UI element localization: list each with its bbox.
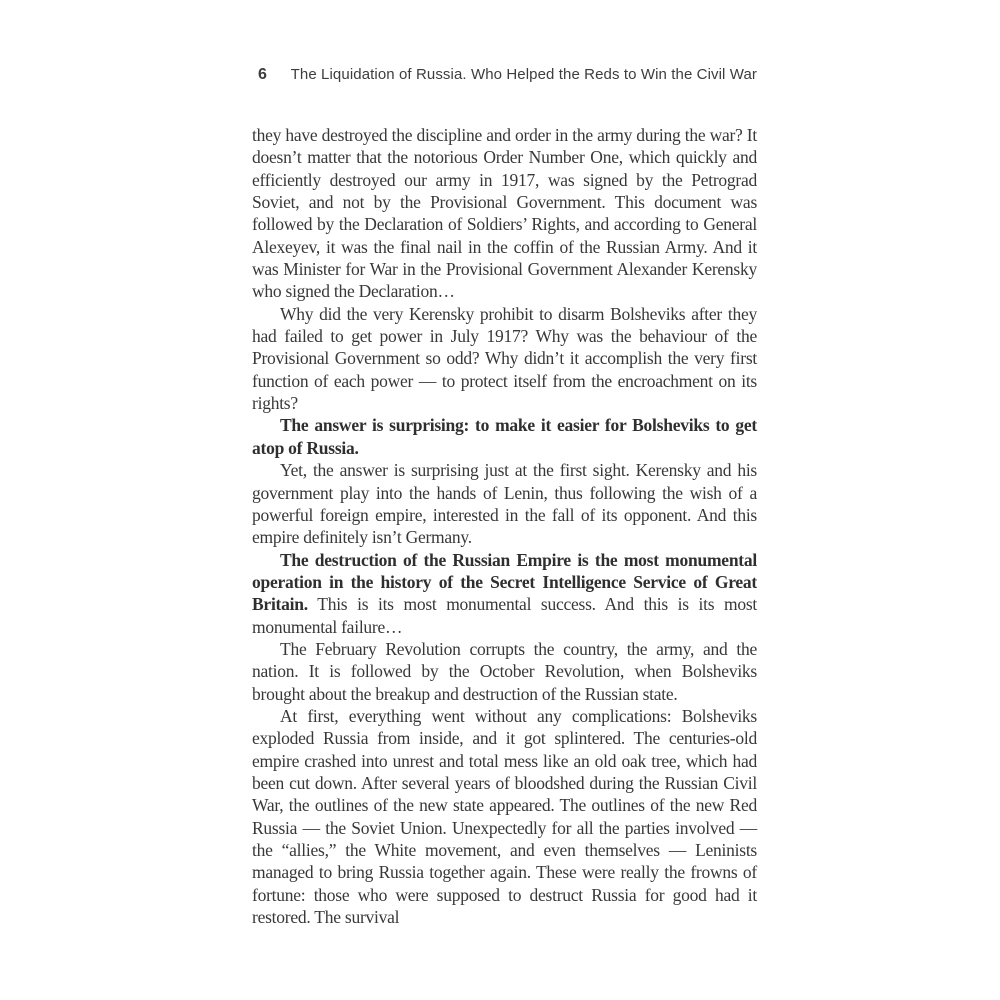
paragraph [252,459,757,548]
text-segment: Yet, the answer is surprising just at the first sight. Kerensky and his government play into the hands of Lenin, thus following the wish of a powerful foreign empire, interested in the fall of its opponent. And this empire definitely isn’t Germany. [252,460,757,548]
paragraph [252,124,757,303]
paragraph [252,303,757,415]
paragraph [252,638,757,705]
running-header [252,66,757,84]
text-segment: Why did the very Kerensky prohibit to disarm Bolsheviks after they had failed to get power in July 1917? Why was the behaviour of the Provisional Government so odd? Why didn’t it accomplish the very first function of each power — to protect itself from the encroachment on its rights? [252,303,757,414]
page-number: 6 [258,66,267,83]
text-column [252,66,757,928]
text-segment: The February Revolution corrupts the country, the army, and the nation. It is followed by the October Revolution, when Bolsheviks brought about the breakup and destruction of the Russian state. [252,638,757,704]
bold-text-segment: The destruction of the Russian Empire is the most monumental operation in the history of the Secret Intelligence Service of Great Britain. [252,549,757,615]
text-segment: This is its most monumental success. And this is its most monumental failure… [252,594,757,637]
paragraph [252,414,757,459]
bold-text-segment: The answer is surprising: to make it easier for Bolsheviks to get atop of Russia. [252,415,757,458]
paragraph [252,705,757,928]
running-title: The Liquidation of Russia. Who Helped the Reds to Win the Civil War [290,66,757,83]
paragraph [252,549,757,638]
text-segment: they have destroyed the discipline and order in the army during the war? It doesn’t matter that the notorious Order Number One, which quickly and efficiently destroyed our army in 1917, was signed by the Petrograd Soviet, and not by the Provisional Government. This document was followed by the Declaration of Soldiers’ Rights, and according to General Alexeyev, it was the final nail in the coffin of the Russian Army. And it was Minister for War in the Provisional Government Alexander Kerensky who signed the Declaration… [252,125,757,302]
text-segment: At first, everything went without any complications: Bolsheviks exploded Russia from inside, and it got splintered. The centuries-old empire crashed into unrest and total mess like an old oak tree, which had been cut down. After several years of bloodshed during the Russian Civil War, the outlines of the new state appeared. The outlines of the new Red Russia — the Soviet Union. Unexpectedly for all the parties involved — the “allies,” the White movement, and even themselves — Leninists managed to bring Russia together again. These were really the frowns of fortune: those who were supposed to destruct Russia for good had it restored. The survival [252,705,757,928]
page-body [252,124,757,928]
